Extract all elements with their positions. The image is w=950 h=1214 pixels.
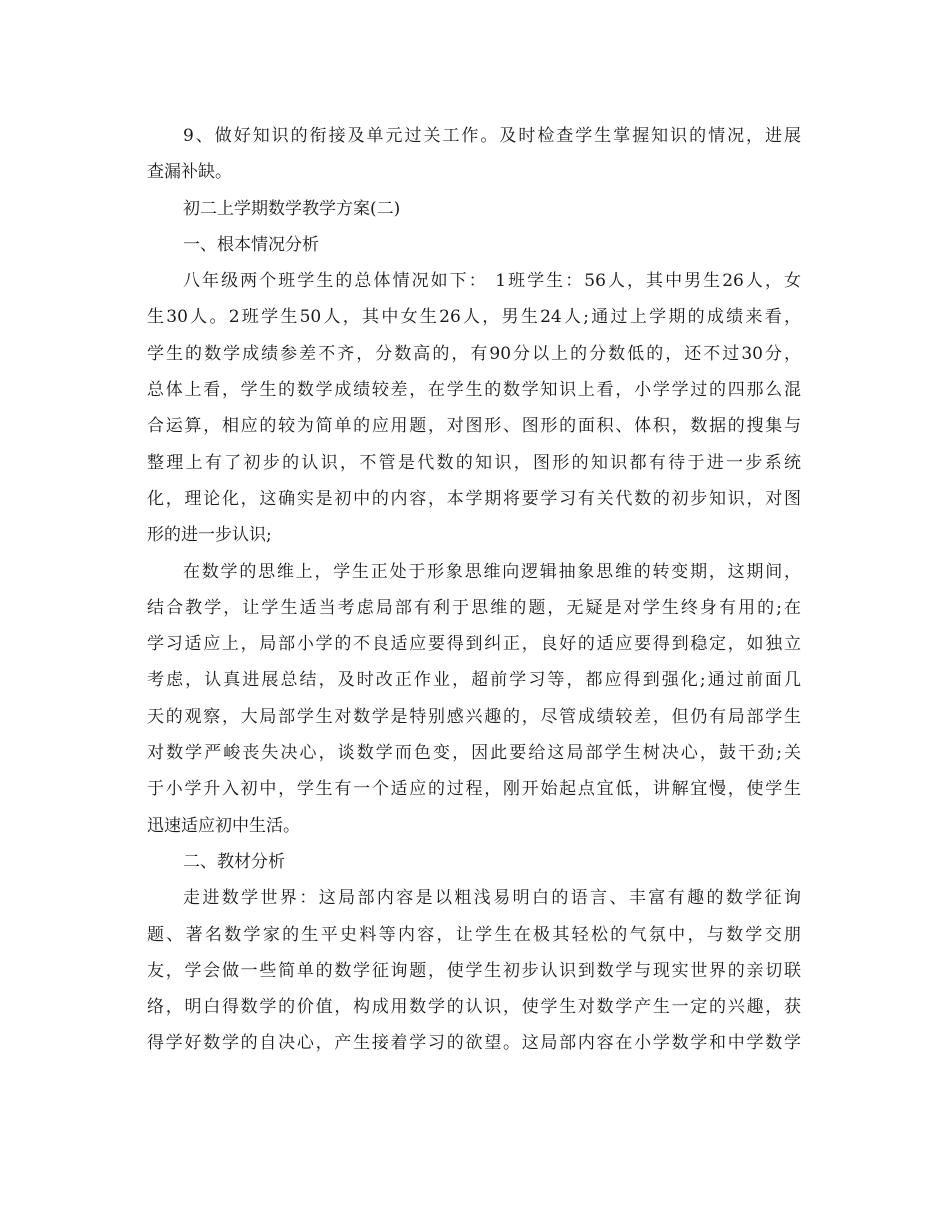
text-line: 查漏补缺。 — [147, 162, 232, 183]
text-line: 结合教学，让学生适当考虑局部有利于思维的题，无疑是对学生终身有用的;在 — [147, 597, 801, 618]
text-line: 学生的数学成绩参差不齐，分数高的，有90分以上的分数低的，还不过30分， — [147, 343, 801, 364]
text-line: 于小学升入初中，学生有一个适应的过程，刚开始起点宜低，讲解宜慢，使学生 — [147, 779, 801, 800]
text-line: 形的进一步认识; — [147, 525, 272, 546]
text-line: 天的观察，大局部学生对数学是特别感兴趣的，尽管成绩较差，但仍有局部学生 — [147, 706, 801, 727]
text-line: 整理上有了初步的认识，不管是代数的知识，图形的知识都有待于进一步系统 — [147, 452, 801, 473]
text-line: 对数学严峻丧失决心，谈数学而色变，因此要给这局部学生树决心，鼓干劲;关 — [147, 743, 801, 764]
text-line: 二、教材分析 — [183, 851, 285, 872]
text-line: 迅速适应初中生活。 — [147, 815, 300, 836]
text-line: 生30人。2班学生50人，其中女生26人，男生24人;通过上学期的成绩来看， — [147, 307, 801, 328]
text-line: 络，明白得数学的价值，构成用数学的认识，使学生对数学产生一定的兴趣，获 — [147, 997, 801, 1018]
text-line: 一、根本情况分析 — [183, 234, 319, 255]
text-line: 9、做好知识的衔接及单元过关工作。及时检查学生掌握知识的情况，进展 — [183, 126, 801, 146]
text-line: 化，理论化，这确实是初中的内容，本学期将要学习有关代数的初步知识，对图 — [147, 488, 801, 509]
text-line: 合运算，相应的较为简单的应用题，对图形、图形的面积、体积，数据的搜集与 — [147, 416, 801, 437]
text-line: 初二上学期数学教学方案(二) — [183, 198, 401, 219]
text-line: 学习适应上，局部小学的不良适应要得到纠正，良好的适应要得到稳定，如独立 — [147, 634, 801, 655]
text-line: 在数学的思维上，学生正处于形象思维向逻辑抽象思维的转变期，这期间， — [183, 561, 801, 582]
text-line: 八年级两个班学生的总体情况如下： 1班学生：56人，其中男生26人，女 — [183, 271, 801, 292]
text-line: 题、著名数学家的生平史料等内容，让学生在极其轻松的气氛中，与数学交朋 — [147, 924, 801, 945]
text-line: 得学好数学的自决心，产生接着学习的欲望。这局部内容在小学数学和中学数学 — [147, 1033, 801, 1054]
text-line: 总体上看，学生的数学成绩较差，在学生的数学知识上看，小学学过的四那么混 — [147, 380, 801, 401]
text-line: 友，学会做一些简单的数学征询题，使学生初步认识到数学与现实世界的亲切联 — [147, 960, 801, 981]
text-line: 考虑，认真进展总结，及时改正作业，超前学习等，都应得到强化;通过前面几 — [147, 670, 801, 691]
document-body — [147, 118, 801, 1062]
text-line: 走进数学世界：这局部内容是以粗浅易明白的语言、丰富有趣的数学征询 — [183, 888, 801, 909]
